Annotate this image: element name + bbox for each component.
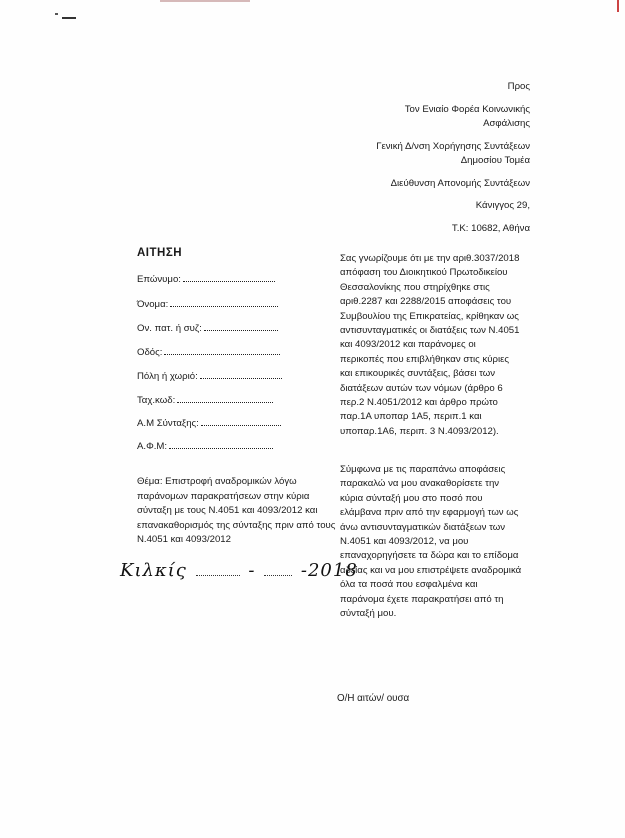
handwritten-separator: - bbox=[248, 560, 256, 581]
scan-artifact bbox=[55, 13, 58, 15]
field-dotted-line[interactable] bbox=[169, 439, 273, 449]
handwritten-place: Κιλκίς bbox=[120, 560, 187, 581]
field-dotted-line[interactable] bbox=[183, 272, 275, 282]
recipient-line: Τ.Κ: 10682, Αθήνα bbox=[451, 222, 530, 234]
field-label: Α.Φ.Μ: bbox=[137, 441, 168, 452]
date-dotted-line bbox=[264, 565, 292, 576]
field-pension-number[interactable] bbox=[137, 416, 281, 429]
handwritten-year: -2018 bbox=[300, 560, 358, 581]
field-dotted-line[interactable] bbox=[177, 393, 273, 403]
field-first-name[interactable] bbox=[137, 297, 278, 310]
field-label: Επώνυμο: bbox=[137, 274, 181, 285]
body-paragraph-1: Σας γνωρίζουμε ότι με την αριθ.3037/2018 απόφαση του Διοικητικού Πρωτοδικείου Θεσσαλονίκης που στηρίχθηκε στις αριθ.2287 και 2288/2015 αποφάσεις του Συμβουλίου της Επικρατείας, κρίθηκαν ως αντισυνταγματικές οι διατάξεις των Ν.4051 και 4093/2012 και παράνομες οι περικοπές που επιβλήθηκαν στις κύριες και επικουρικές συντάξεις, βάσει των διατάξεων αυτών των νόμων (άρθρο 6 περ.2 Ν.4051/2012 και άρθρο πρώτο παρ.1Α υποπαρ 1Α5, περιπ.1 και υποπαρ.1Α6, περιπ. 3 Ν.4093/2012). bbox=[340, 253, 520, 437]
field-dotted-line[interactable] bbox=[170, 297, 278, 307]
field-dotted-line[interactable] bbox=[164, 345, 280, 355]
field-label: Ον. πατ. ή συζ: bbox=[137, 323, 202, 334]
recipient-line: Τον Ενιαίο Φορέα Κοινωνικής bbox=[404, 103, 530, 115]
field-city-village[interactable] bbox=[137, 369, 282, 382]
field-dotted-line[interactable] bbox=[201, 416, 281, 426]
recipient-line: Κάνιγγος 29, bbox=[475, 200, 530, 211]
handwritten-place-date bbox=[120, 560, 358, 581]
form-title: ΑΙΤΗΣΗ bbox=[137, 247, 183, 259]
field-label: Α.Μ Σύνταξης: bbox=[137, 418, 199, 429]
scan-artifact bbox=[160, 0, 250, 2]
field-label: Οδός: bbox=[137, 347, 163, 358]
signature-label: Ο/Η αιτών/ ουσα bbox=[337, 693, 410, 704]
field-street[interactable] bbox=[137, 345, 280, 358]
recipient-line: Ασφάλισης bbox=[483, 118, 530, 129]
body-paragraph-2: Σύμφωνα με τις παραπάνω αποφάσεις παρακαλώ να μου ανακαθορίσετε την κύρια σύνταξή μου στο ποσό που ελάμβανα πριν από την εφαρμογή των ως άνω αντισυνταγματικών διατάξεων των Ν.4051 και 4093/2012, να μου επαναχορηγήσετε τα δώρα και το επίδομα αδείας και να μου επιστρέψετε αναδρομικά όλα τα ποσά που εσφαλμένα και παράνομα έχετε παρακρατήσει από τη σύνταξή μου. bbox=[340, 464, 522, 620]
recipient-address-block bbox=[376, 80, 530, 236]
field-label: Πόλη ή χωριό: bbox=[137, 371, 198, 382]
scan-artifact bbox=[62, 17, 76, 19]
field-label: Ταχ.κωδ: bbox=[137, 395, 176, 406]
scan-artifact bbox=[617, 0, 619, 12]
field-tax-id[interactable] bbox=[137, 439, 273, 452]
field-label: Όνομα: bbox=[137, 299, 169, 310]
field-dotted-line[interactable] bbox=[204, 321, 278, 331]
field-father-spouse-name[interactable] bbox=[137, 321, 278, 334]
field-dotted-line[interactable] bbox=[200, 369, 282, 379]
recipient-line: Γενική Δ/νση Χορήγησης Συντάξεων bbox=[376, 140, 530, 152]
field-surname[interactable] bbox=[137, 272, 275, 285]
recipient-line: Δημοσίου Τομέα bbox=[460, 155, 530, 166]
recipient-line: Διεύθυνση Απονομής Συντάξεων bbox=[390, 177, 530, 189]
date-dotted-line bbox=[196, 565, 240, 576]
field-postal-code[interactable] bbox=[137, 393, 273, 406]
subject-text: Θέμα: Επιστροφή αναδρομικών λόγω παράνομων παρακρατήσεων στην κύρια σύνταξη με τους Ν.4051 και 4093/2012 και επανακαθορισμός της σύνταξης πριν από τους Ν.4051 και 4093/2012 bbox=[137, 476, 336, 546]
recipient-line: Προς bbox=[507, 81, 530, 92]
